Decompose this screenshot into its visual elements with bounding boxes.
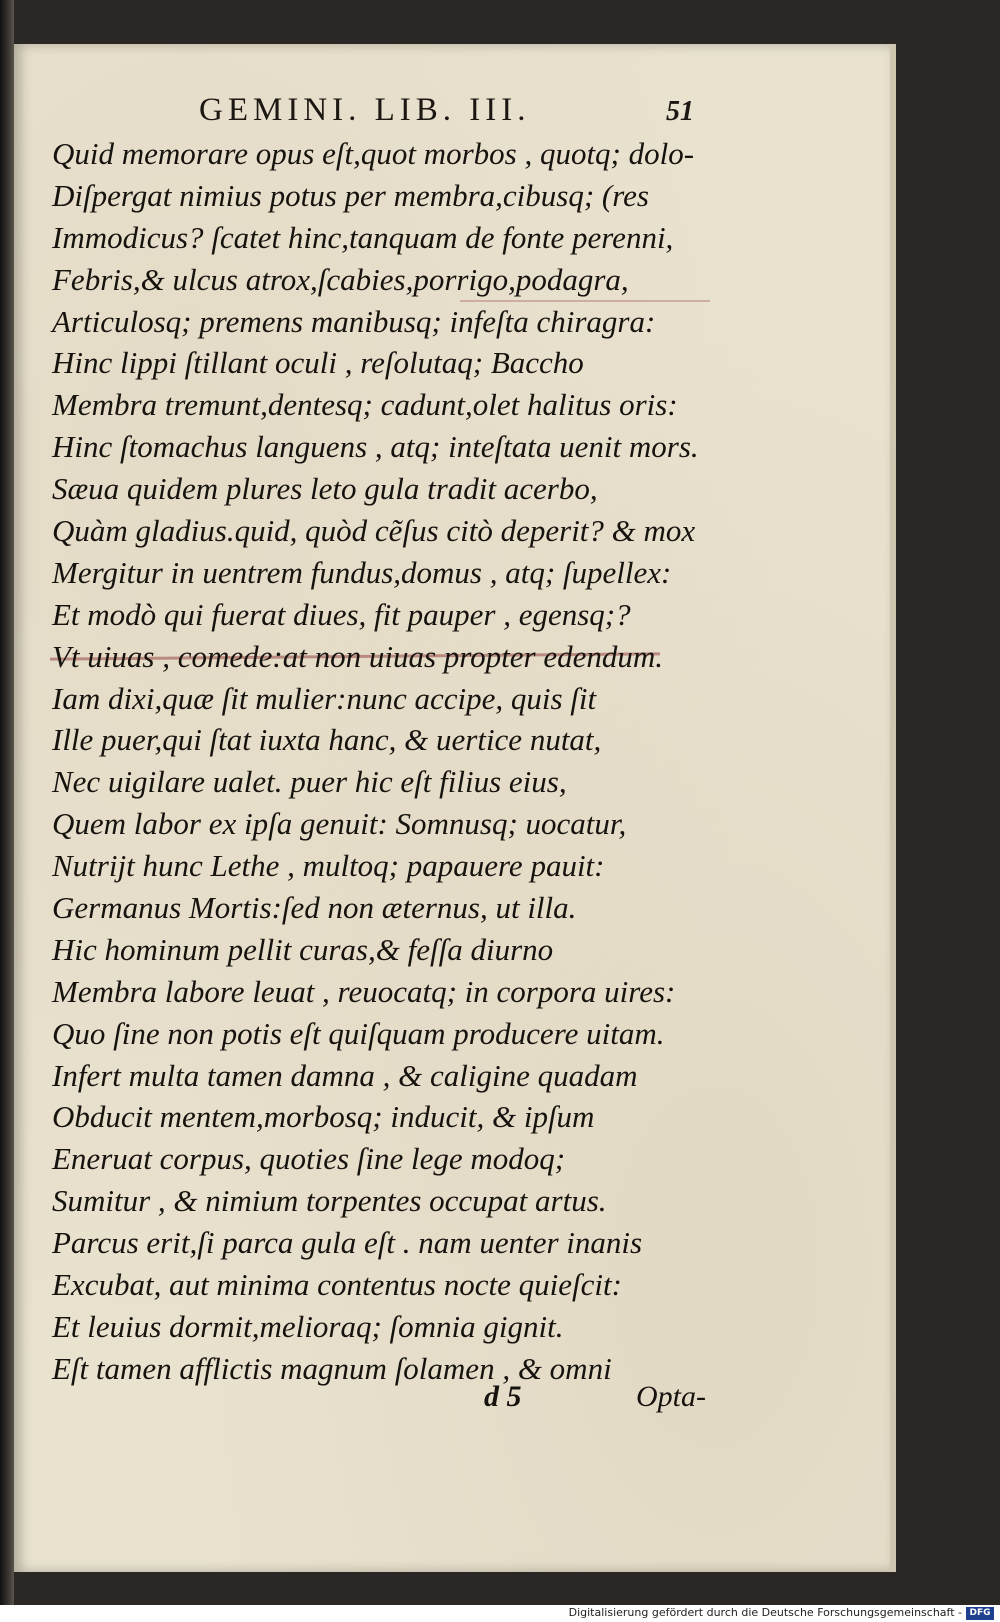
page-edge <box>890 44 896 1572</box>
verse-line: Obducit mentem,morbosq; inducit, & ipſum <box>52 1099 595 1135</box>
credit-bar <box>0 1605 1000 1622</box>
verse-line: Febris,& ulcus atrox,ſcabies,porrigo,podagra, <box>52 261 629 297</box>
verse-line: Nec uigilare ualet. puer hic eſt filius eius, <box>52 764 567 800</box>
verse-line: Iam dixi,quæ ſit mulier:nunc accipe, quis ſit <box>52 680 597 716</box>
page-header <box>199 92 719 136</box>
digitization-credit: Digitalisierung gefördert durch die Deutsche Forschungsgemeinschaft - <box>568 1606 962 1619</box>
verse-line: Membra labore leuat , reuocatq; in corpora uires: <box>52 973 676 1009</box>
verse-line: Membra tremunt,dentesq; cadunt,olet halitus oris: <box>52 387 678 423</box>
verse-line: Ille puer,qui ſtat iuxta hanc, & uertice nutat, <box>52 722 602 758</box>
verse-line: Vt uiuas , comede:at non uiuas propter edendum. <box>52 638 664 674</box>
verse-line: Articulosq; premens manibusq; infeſta chiragra: <box>52 303 656 339</box>
page-footer <box>0 1380 900 1430</box>
dfg-logo[interactable]: DFG <box>966 1607 994 1620</box>
verse-line: Et leuius dormit,melioraq; ſomnia gignit. <box>52 1308 564 1344</box>
verse-line: Et modò qui fuerat diues, fit pauper , egensq;? <box>52 596 631 632</box>
verse-line: Eſt tamen afflictis magnum ſolamen , & omni <box>52 1350 612 1386</box>
book-spine <box>0 0 14 1605</box>
verse-line: Excubat, aut minima contentus nocte quieſcit: <box>52 1267 622 1303</box>
folio-number: 51 <box>666 96 694 127</box>
catchword: Opta- <box>636 1380 706 1413</box>
verse-line: Immodicus? ſcatet hinc,tanquam de fonte perenni, <box>52 219 674 255</box>
verse-line: Infert multa tamen damna , & caligine quadam <box>52 1057 638 1093</box>
verse-line: Quàm gladius.quid, quòd cẽſus citò deperit? & mox <box>52 513 696 549</box>
verse-line: Germanus Mortis:ſed non æternus, ut illa. <box>52 890 577 926</box>
verse-line: Parcus erit,ſi parca gula eſt . nam uenter inanis <box>52 1225 643 1261</box>
signature-mark: d 5 <box>484 1380 522 1413</box>
running-title: GEMINI. LIB. III. <box>199 92 531 128</box>
verse-line: Hic hominum pellit curas,& feſſa diurno <box>52 931 554 967</box>
verse-line: Eneruat corpus, quoties ſine lege modoq; <box>52 1141 566 1177</box>
verse-text <box>52 133 742 1390</box>
verse-line: Hinc lippi ſtillant oculi , reſolutaq; Baccho <box>52 345 584 381</box>
verse-line: Nutrijt hunc Lethe , multoq; papauere pauit: <box>52 848 605 884</box>
verse-line: Sumitur , & nimium torpentes occupat artus. <box>52 1183 607 1219</box>
verse-line: Mergitur in uentrem fundus,domus , atq; ſupellex: <box>52 554 672 590</box>
verse-line: Sæua quidem plures leto gula tradit acerbo, <box>52 471 598 507</box>
verse-line: Quo ſine non potis eſt quiſquam producere uitam. <box>52 1015 665 1051</box>
verse-line: Hinc ſtomachus languens , atq; inteſtata uenit mors. <box>52 429 699 465</box>
verse-line: Quid memorare opus eſt,quot morbos , quotq; dolo- <box>52 136 695 171</box>
verse-line: Quem labor ex ipſa genuit: Somnusq; uocatur, <box>52 806 627 842</box>
verse-line: Diſpergat nimius potus per membra,cibusq; (res <box>52 177 649 213</box>
